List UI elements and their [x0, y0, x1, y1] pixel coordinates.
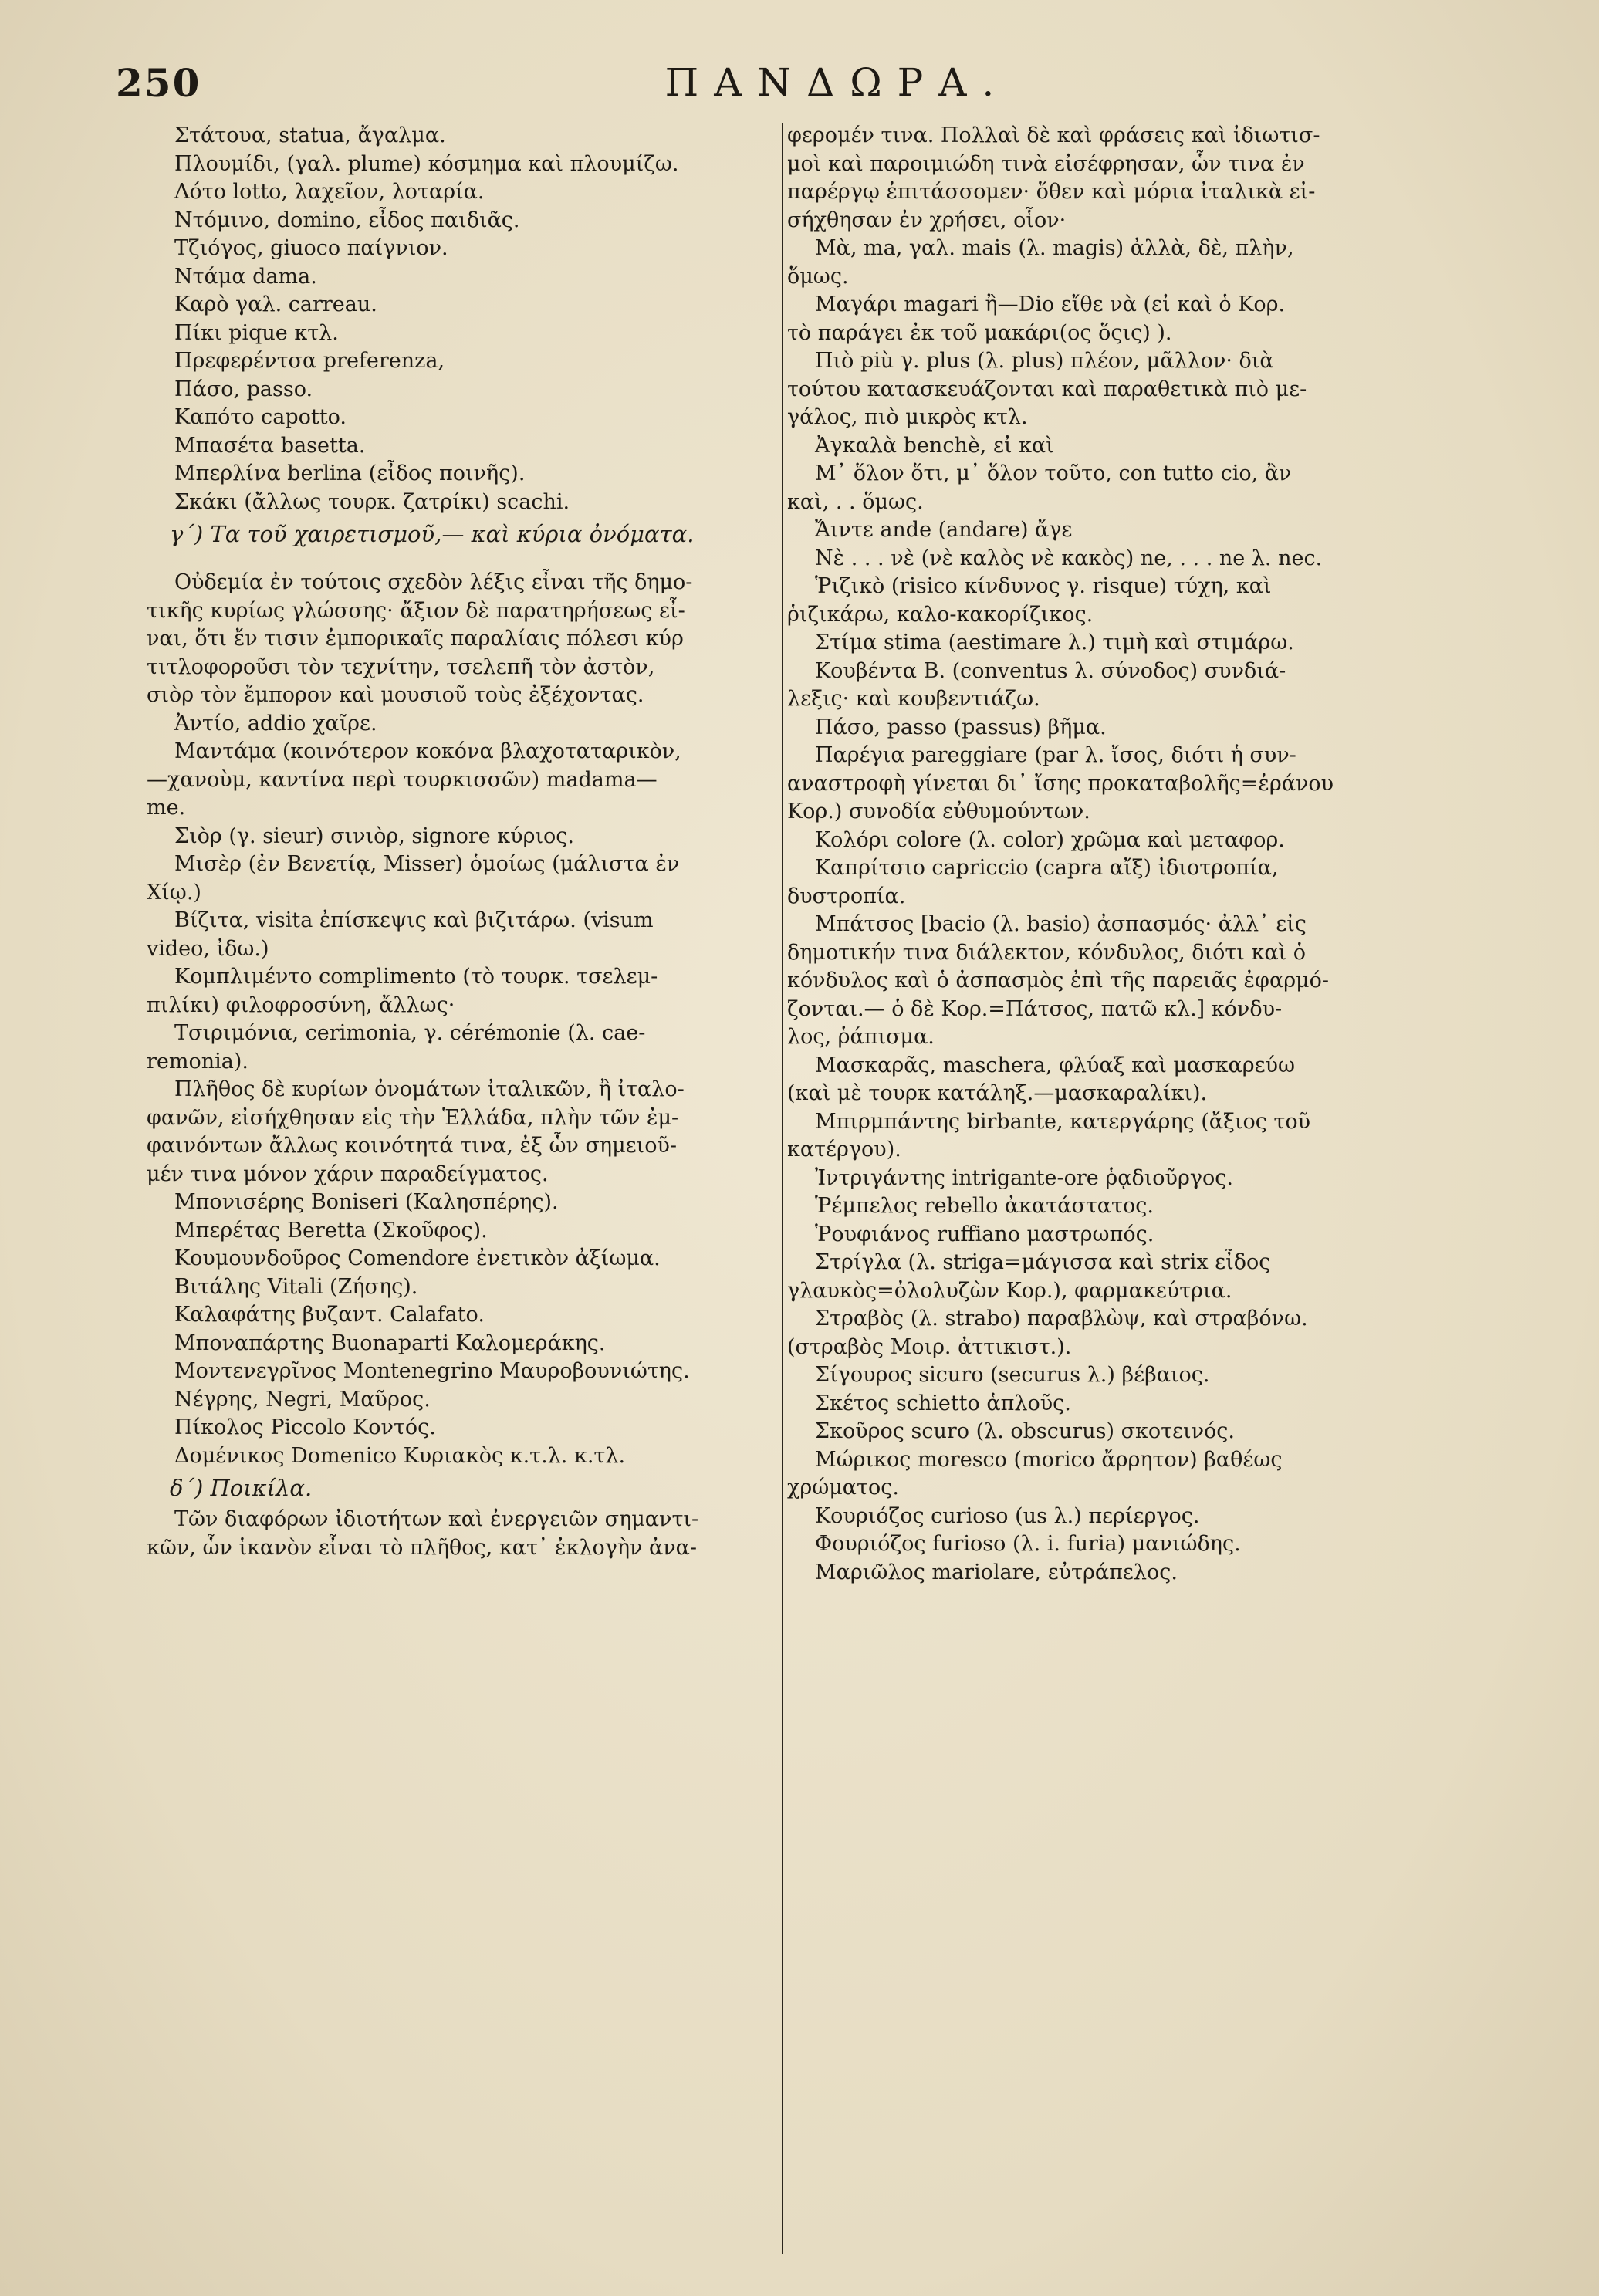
text-line: ὅμως. [787, 264, 849, 289]
text-line: (στραβὸς Μοιρ. ἀττικιστ.). [787, 1334, 1072, 1359]
section-heading: γ΄) Τα τοῦ χαιρετισμοῦ,— καὶ κύρια ὀνόματα. [170, 521, 695, 547]
text-line: δημοτικήν τινα διάλεκτον, κόνδυλος, διότι καὶ ὁ [787, 940, 1306, 965]
paragraph-gap [147, 552, 779, 569]
text-line: μοὶ καὶ παροιμιώδη τινὰ εἰσέφρησαν, ὧν τινα ἐν [787, 151, 1305, 176]
text-line: Κουμουνδοῦρος Comendore ἐνετικὸν ἀξίωμα. [174, 1246, 661, 1270]
text-line: Κουριόζος curioso (us λ.) περίεργος. [815, 1503, 1200, 1528]
text-line: Πλουμίδι, (γαλ. plume) κόσμημα καὶ πλουμίζω. [174, 151, 679, 176]
text-line: ῥιζικάρω, καλο-κακορίζικος. [787, 602, 1094, 627]
text-line: Καπότο capotto. [174, 405, 347, 429]
text-line: φαινόντων ἄλλως κοινότητά τινα, ἐξ ὧν σημειοῦ- [147, 1134, 677, 1158]
text-line: Μισὲρ (ἐν Βενετίᾳ, Misser) ὁμοίως (μάλιστα ἐν [174, 852, 680, 876]
text-line: Στάτουα, statua, ἄγαλμα. [174, 123, 446, 147]
text-line: Οὐδεμία ἐν τούτοις σχεδὸν λέξις εἶναι τῆς δημο- [174, 570, 693, 594]
text-line: τὸ παράγει ἐκ τοῦ μακάρι(ος ὅςις) ). [787, 320, 1172, 345]
text-line: me. [147, 796, 186, 820]
text-line: Κουβέντα Β. (conventus λ. σύνοδος) συνδιά- [815, 658, 1286, 683]
text-line: Ἄιντε ande (andare) ἄγε [815, 518, 1073, 542]
text-line: Μοντενεγρῖνος Montenegrino Μαυροβουνιώτης. [174, 1359, 690, 1383]
text-line: σιὸρ τὸν ἔμπορον καὶ μουσιοῦ τοὺς ἐξέχοντας. [147, 683, 644, 707]
text-line: Κομπλιμέντο complimento (τὸ τουρκ. τσελεμ- [174, 965, 658, 989]
text-line: Μασκαρᾶς, maschera, φλύαξ καὶ μασκαρεύω [815, 1053, 1296, 1077]
text-line: φανῶν, εἰσήχθησαν εἰς τὴν Ἑλλάδα, πλὴν τῶν ἐμ- [147, 1105, 679, 1130]
text-line: Πιὸ più γ. plus (λ. plus) πλέον, μᾶλλον· διὰ [815, 349, 1274, 373]
text-line: παρέργῳ ἐπιτάσσομεν· ὅθεν καὶ μόρια ἰταλικὰ εἰ- [787, 180, 1316, 204]
text-line: Καπρίτσιο capriccio (capra αἴξ) ἰδιοτροπία, [815, 856, 1279, 880]
text-line: Λότο lotto, λαχεῖον, λοταρία. [174, 180, 485, 204]
running-title: ΠΑΝΔΩΡΑ. [664, 60, 1010, 105]
text-line: Βιτάλης Vitali (Ζήσης). [174, 1274, 418, 1299]
text-line: Μαριῶλος mariolare, εὐτράπελος. [815, 1560, 1178, 1584]
text-line: Πάσο, passo. [174, 377, 313, 401]
text-line: Βίζιτα, visita ἐπίσκεψις καὶ βιζιτάρω. (visum [174, 908, 654, 932]
text-line: Μπασέτα basetta. [174, 433, 366, 458]
text-line: Σκοῦρος scuro (λ. obscurus) σκοτεινός. [815, 1419, 1236, 1443]
text-line: κατέργου). [787, 1138, 901, 1162]
left-column [147, 122, 779, 1562]
text-line: Ῥιζικὸ (risico κίνδυνος γ. risque) τύχη, καὶ [815, 574, 1272, 598]
text-line: Μπιρμπάντης birbante, κατεργάρης (ἄξιος τοῦ [815, 1109, 1311, 1134]
text-line: Χίῳ.) [147, 880, 201, 905]
text-line: χρώματος. [787, 1476, 899, 1500]
text-line: Μαντάμα (κοινότερον κοκόνα βλαχοταταρικὸν, [174, 739, 681, 763]
text-line: Ἀντίο, addio χαῖρε. [174, 711, 377, 735]
text-line: γάλος, πιὸ μικρὸς κτλ. [787, 405, 1028, 429]
text-line: Πίκολος Piccolo Κοντός. [174, 1415, 436, 1439]
text-line: Κορ.) συνοδία εὐθυμούντων. [787, 800, 1090, 823]
text-line: ναι, ὅτι ἔν τισιν ἐμπορικαῖς παραλίαις πόλεσι κύρ [147, 627, 684, 651]
text-line: Πίκι pique κτλ. [174, 320, 339, 345]
text-line: Ντόμινο, domino, εἶδος παιδιᾶς. [174, 208, 520, 232]
text-line: μέν τινα μόνον χάριν παραδείγματος. [147, 1162, 549, 1186]
text-line: σήχθησαν ἐν χρήσει, οἷον· [787, 208, 1067, 232]
text-line: κῶν, ὧν ἱκανὸν εἶναι τὸ πλῆθος, κατ᾽ ἐκλογὴν ἀνα- [147, 1535, 698, 1560]
text-line: Κολόρι colore (λ. color) χρῶμα καὶ μεταφορ. [815, 827, 1285, 852]
text-line: (καὶ μὲ τουρκ κατάληξ.—μασκαραλίκι). [787, 1081, 1208, 1105]
text-line: video, ἰδω.) [147, 936, 269, 961]
text-line: Ῥουφιάνος ruffiano μαστρωπός. [815, 1222, 1154, 1246]
page-number: 250 [116, 60, 201, 106]
page-header [116, 60, 1559, 114]
text-line: Σιὸρ (γ. sieur) σινιὸρ, signore κύριος. [174, 823, 575, 848]
text-line: αναστροφὴ γίνεται δι᾽ ἴσης προκαταβολῆς=ἐράνου [787, 771, 1334, 796]
text-line: Δομένικος Domenico Κυριακὸς κ.τ.λ. κ.τλ. [174, 1443, 626, 1468]
text-line: Μπονισέρης Boniseri (Καλησπέρης). [174, 1190, 559, 1214]
text-line: remonia). [147, 1049, 248, 1074]
text-line: Στίμα stima (aestimare λ.) τιμὴ καὶ στιμάρω. [815, 631, 1294, 654]
text-line: Σκέτος schietto ἁπλοῦς. [815, 1391, 1071, 1415]
text-line: Τῶν διαφόρων ἰδιοτήτων καὶ ἐνεργειῶν σημαντι- [174, 1507, 699, 1531]
text-line: καὶ, . . ὅμως. [787, 489, 924, 514]
text-line: Τσιριμόνια, cerimonia, γ. cérémonie (λ. cae- [174, 1021, 646, 1045]
text-line: τούτου κατασκευάζονται καὶ παραθετικὰ πιὸ με- [787, 377, 1307, 401]
text-line: Μώρικος moresco (morico ἄρρητον) βαθέως [815, 1447, 1283, 1472]
text-line: κόνδυλος καὶ ὁ ἀσπασμὸς ἐπὶ τῆς παρειᾶς ἐφαρμό- [787, 969, 1329, 992]
text-line: φερομέν τινα. Πολλαὶ δὲ καὶ φράσεις καὶ ἰδιωτισ- [787, 123, 1320, 147]
text-line: Πλῆθος δὲ κυρίων ὀνομάτων ἰταλικῶν, ἢ ἰταλο- [174, 1077, 685, 1101]
text-line: Σκάκι (ἄλλως τουρκ. ζατρίκι) scachi. [174, 489, 570, 514]
text-line: Ῥέμπελος rebello ἀκατάστατος. [815, 1194, 1154, 1218]
text-line: Πρεφερέντσα preferenza, [174, 349, 445, 373]
text-line: Μποναπάρτης Buonaparti Καλομεράκης. [174, 1331, 606, 1355]
text-line: Ντάμα dama. [174, 264, 317, 289]
text-line: Τζιόγος, giuoco παίγνιον. [174, 236, 448, 260]
text-line: Ἀγκαλὰ benchè, εἰ καὶ [815, 433, 1054, 458]
text-line: Μὰ, ma, γαλ. mais (λ. magis) ἀλλὰ, δὲ, πλὴν, [815, 236, 1294, 260]
text-line: Νέγρης, Negri, Μαῦρος. [174, 1387, 431, 1412]
text-line: Σίγουρος sicuro (securus λ.) βέβαιος. [815, 1363, 1210, 1387]
text-line: Καρὸ γαλ. carreau. [174, 292, 377, 316]
text-line: Πάσο, passo (passus) βῆμα. [815, 715, 1107, 739]
section-heading: δ΄) Ποικίλα. [170, 1475, 313, 1501]
text-line: Μαγάρι magari ἢ—Dio εἴθε νὰ (εἰ καὶ ὁ Κορ. [815, 292, 1286, 316]
text-line: πιλίκι) φιλοφροσύνη, ἄλλως· [147, 992, 455, 1017]
text-line: —χανοὺμ, καντίνα περὶ τουρκισσῶν) madama— [147, 767, 658, 792]
text-line: τιτλοφοροῦσι τὸν τεχνίτην, τσελεπῆ τὸν ἀστὸν, [147, 654, 655, 679]
text-line: Μπάτσος [bacio (λ. basio) ἀσπασμός· ἀλλ᾽ εἰς [815, 912, 1307, 936]
text-line: Νὲ . . . νὲ (νὲ καλὸς νὲ κακὸς) ne, . . . ne λ. nec. [815, 546, 1323, 570]
text-line: Παρέγια pareggiare (par λ. ἴσος, διότι ἡ συν- [815, 743, 1296, 767]
text-line: λος, ῥάπισμα. [787, 1025, 935, 1049]
text-line: Μπερέτας Beretta (Σκοῦφος). [174, 1218, 488, 1243]
text-line: γλαυκὸς=ὀλολυζὼν Κορ.), φαρμακεύτρια. [787, 1278, 1232, 1303]
text-line: ζονται.— ὁ δὲ Κορ.=Πάτσος, πατῶ κλ.] κόνδυ- [787, 996, 1283, 1021]
text-line: Φουριόζος furioso (λ. i. furia) μανιώδης. [815, 1532, 1241, 1556]
text-line: Μπερλίνα berlina (εἶδος ποινῆς). [174, 462, 526, 485]
right-column [787, 122, 1474, 1587]
text-line: δυστροπία. [787, 884, 906, 908]
text-line: λεξις· καὶ κουβεντιάζω. [787, 687, 1040, 711]
text-line: τικῆς κυρίως γλώσσης· ἄξιον δὲ παρατηρήσεως εἶ- [147, 598, 685, 623]
text-line: Ἰντριγάντης intrigante-ore ῥᾳδιοῦργος. [815, 1165, 1233, 1190]
column-divider [782, 123, 783, 2254]
text-line: Καλαφάτης βυζαντ. Calafato. [174, 1303, 485, 1327]
text-line: Στραβὸς (λ. strabo) παραβλὼψ, καὶ στραβόνω. [815, 1307, 1308, 1331]
text-line: Στρίγλα (λ. striga=μάγισσα καὶ strix εἶδος [815, 1250, 1271, 1274]
text-line: Μ᾽ ὅλον ὅτι, μ᾽ ὅλον τοῦτο, con tutto cio, ἂν [815, 462, 1292, 485]
